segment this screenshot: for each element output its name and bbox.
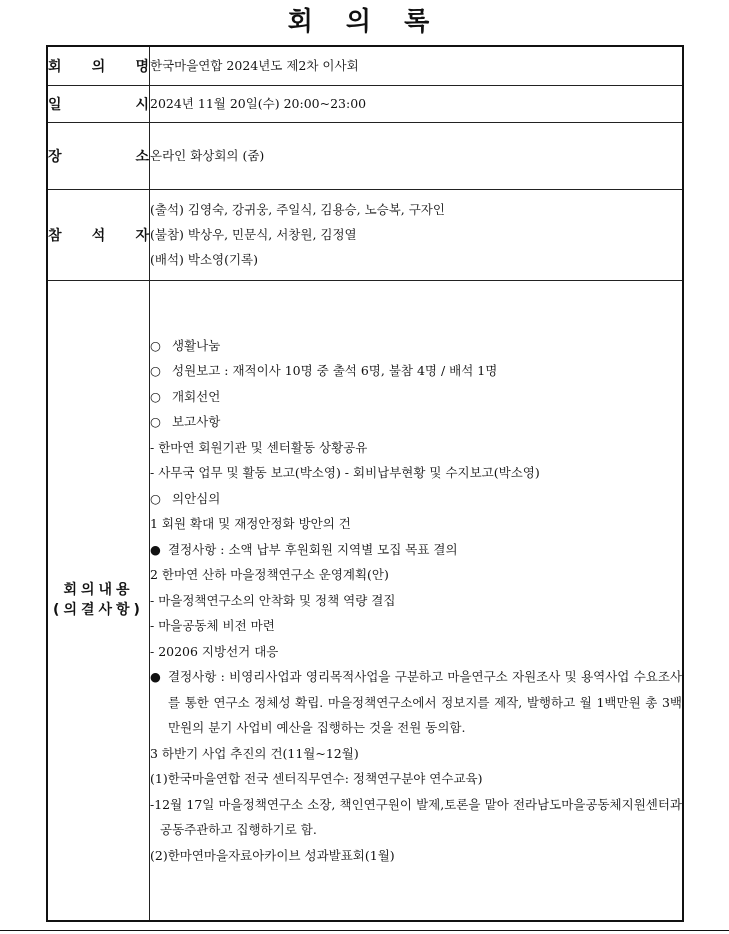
decision-text: 결정사항 : 소액 납부 후원회원 지역별 모집 목표 결의 xyxy=(168,541,458,557)
label-content-line2: (의결사항) xyxy=(53,602,144,619)
content-line: -12월 17일 마을정책연구소 소장, 책인연구원이 발제,토론을 맡아 전라남도마을공동체지원센터과 공동주관하고 집행하기로 함. xyxy=(150,796,682,837)
content-value xyxy=(150,280,684,921)
content-items xyxy=(150,333,682,869)
attendees-absent: (불참) 박상우, 민문식, 서창원, 김정열 xyxy=(150,227,357,242)
content-line: (2)한마연마을자료아카이브 성과발표회(1월) xyxy=(150,847,395,863)
place-value: 온라인 화상회의 (줌) xyxy=(150,122,684,189)
label-char: 명 xyxy=(135,58,149,75)
bullet-circle-icon: ○ xyxy=(150,490,161,506)
label-char: 석 xyxy=(91,227,106,244)
agenda-text: 보고사항 xyxy=(172,414,221,429)
label-datetime xyxy=(47,85,150,122)
attendees-present: (출석) 김영숙, 강귀웅, 주일식, 김용승, 노승복, 구자인 xyxy=(150,202,445,217)
decision-item xyxy=(150,664,682,741)
row-datetime xyxy=(47,85,683,122)
bullet-circle-icon: ○ xyxy=(150,414,161,429)
meeting-name-value: 한국마을연합 2024년도 제2차 이사회 xyxy=(150,46,684,85)
agenda-item xyxy=(150,409,682,435)
agenda-item xyxy=(150,384,682,410)
document-title: 회 의 록 xyxy=(287,7,442,37)
attendees-value xyxy=(150,189,684,280)
content-line: (1)한국마을연합 전국 센터직무연수: 정책연구분야 연수교육) xyxy=(150,771,483,786)
content-line: 2 한마연 산하 마을정책연구소 운영계획(안) xyxy=(150,567,389,582)
content-line: 3 하반기 사업 추진의 건(11월~12월) xyxy=(150,745,359,761)
agenda-text: 의안심의 xyxy=(172,490,221,506)
label-meeting-name xyxy=(47,46,150,85)
agenda-text: 개회선언 xyxy=(172,388,221,404)
bullet-circle-icon: ○ xyxy=(150,363,161,378)
content-line: - 마을공동체 비전 마련 xyxy=(150,618,275,633)
bullet-filled-icon: ● xyxy=(150,669,161,684)
label-char: 자 xyxy=(135,227,149,244)
agenda-text: 생활나눔 xyxy=(172,337,221,353)
agenda-text: 성원보고 : 재적이사 10명 중 출석 6명, 불참 4명 / 배석 1명 xyxy=(172,363,498,378)
label-place xyxy=(47,122,150,189)
row-content xyxy=(47,280,683,921)
label-char: 참 xyxy=(48,227,62,244)
content-line: - 마을정책연구소의 안착화 및 정책 역량 결집 xyxy=(150,592,396,608)
agenda-item xyxy=(150,333,682,359)
row-place xyxy=(47,122,683,189)
label-content-line1: 회의내용 xyxy=(63,582,134,599)
attendees-observer: (배석) 박소영(기록) xyxy=(150,252,259,267)
minutes-table xyxy=(46,45,684,922)
label-char: 일 xyxy=(48,96,62,113)
agenda-item xyxy=(150,358,682,384)
content-line: - 한마연 회원기관 및 센터활동 상황공유 xyxy=(150,439,368,455)
label-content xyxy=(47,280,150,921)
label-char: 장 xyxy=(48,148,62,165)
page-bottom-rule xyxy=(0,930,729,931)
label-char: 의 xyxy=(91,58,106,75)
row-attendees xyxy=(47,189,683,280)
label-attendees xyxy=(47,189,150,280)
decision-text: 결정사항 : 비영리사업과 영리목적사업을 구분하고 마을연구소 자원조사 및 용역사업 수요조사를 통한 연구소 정체성 확립. 마을정책연구소에서 정보지를 제작, 발행하고 월 1백만원 총 3백만원의 분기 사업비 예산을 집행하는 것을 전원 동의함. xyxy=(168,669,682,735)
decision-item xyxy=(150,537,682,563)
label-char: 시 xyxy=(135,96,149,113)
content-line: - 사무국 업무 및 활동 보고(박소영) - 회비납부현황 및 수지보고(박소영) xyxy=(150,465,540,480)
row-meeting-name xyxy=(47,46,683,85)
bullet-circle-icon: ○ xyxy=(150,337,161,353)
datetime-value: 2024년 11월 20일(수) 20:00~23:00 xyxy=(150,85,684,122)
content-line: - 20206 지방선거 대응 xyxy=(150,643,279,659)
agenda-item xyxy=(150,486,682,512)
content-line: 1 회원 확대 및 재정안정화 방안의 건 xyxy=(150,516,351,531)
label-char: 회 xyxy=(48,58,62,75)
label-char: 소 xyxy=(135,148,149,165)
bullet-circle-icon: ○ xyxy=(150,388,161,404)
bullet-filled-icon: ● xyxy=(150,541,161,557)
